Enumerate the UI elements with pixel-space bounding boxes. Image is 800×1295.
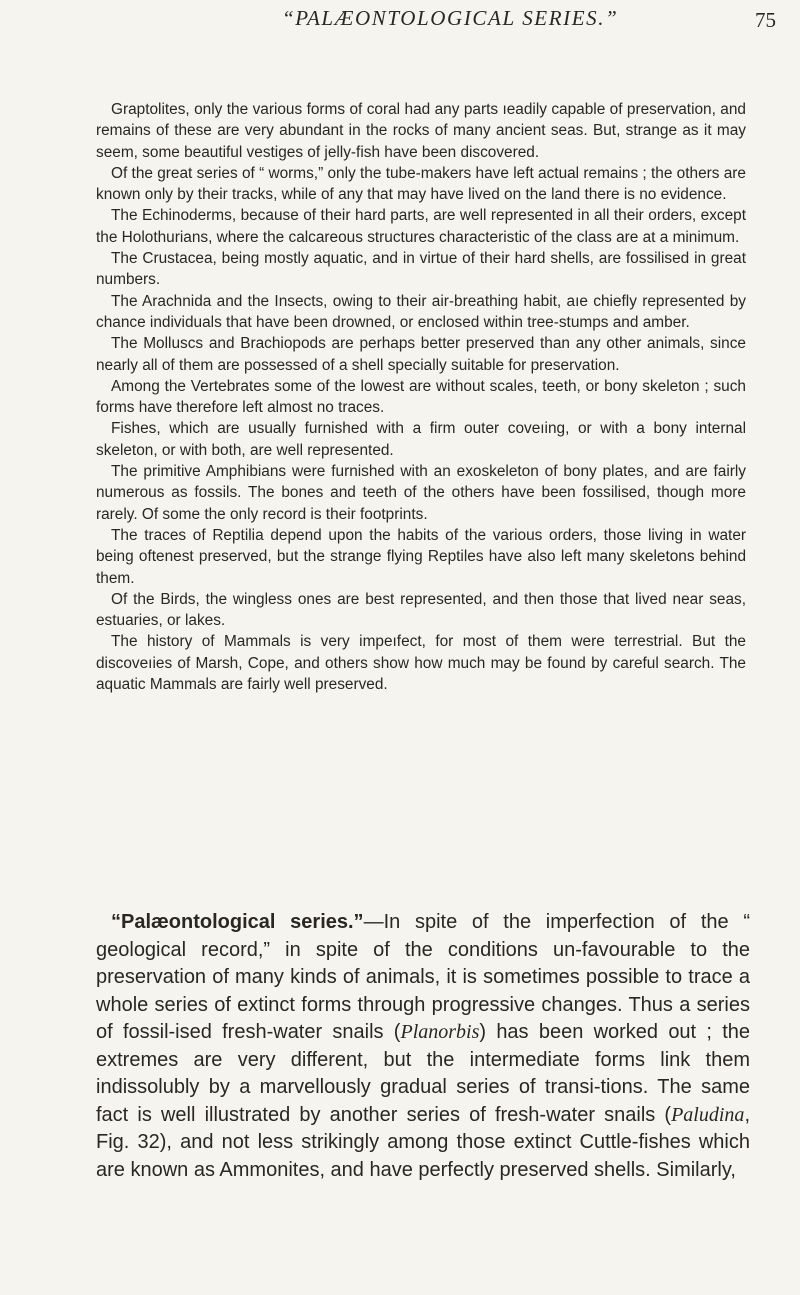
paragraph-worms: Of the great series of “ worms,” only the tube-makers have left actual remains ; the others are known only by their tracks, while of any that may have lived on the land there is no evidence. [96, 164, 746, 204]
paragraph-reptilia: The traces of Reptilia depend upon the habits of the various orders, those living in water being oftenest preserved, but the strange flying Reptiles have also left many skeletons behind them. [96, 526, 746, 587]
section-text-1: —In spite of the imperfection of the “ geological record,” in spite of the conditions un-favourable to the preservation of many kinds of animals, it is sometimes possible to trace a whole series of extinct forms through progressive changes. Thus a series of fossil-ised fresh-water snails ( [96, 911, 750, 1043]
paragraph-fishes: Fishes, which are usually furnished with a firm outer coveıing, or with a bony internal skeleton, or with both, are well represented. [96, 420, 746, 459]
paragraph-arachnida: The Arachnida and the Insects, owing to their air-breathing habit, aıe chiefly represented by chance individuals that have been drowned, or enclosed within tree-stumps and amber. [96, 292, 746, 331]
paragraph-amphibians: The primitive Amphibians were furnished with an exoskeleton of bony plates, and are fairly numerous as fossils. The bones and teeth of the others have been fossilised, though more rarely. Of some the only record is their footprints. [96, 463, 746, 523]
paragraph-mammals: The history of Mammals is very impeıfect, for most of them were terrestrial. But the discoveıies of Marsh, Cope, and others show how much may be found by careful search. The aquatic Mammals are fairly well preserved. [96, 633, 746, 694]
page-header [0, 6, 800, 46]
section-text-2: ) has been worked out ; the extremes are very different, but the intermediate forms link them indissolubly by a marvellously gradual series of transi-tions. The same fact is well illustrated by another series of fresh-water snails ( [96, 1021, 751, 1126]
page-number: 75 [755, 8, 776, 32]
paragraph-molluscs: The Molluscs and Brachiopods are perhaps better preserved than any other animals, since nearly all of them are possessed of a shell specially suitable for preservation. [96, 335, 746, 374]
main-text-section [96, 909, 750, 1184]
section-heading: “Palæontological series.” [111, 911, 364, 933]
small-print-section [96, 99, 746, 695]
paragraph-vertebrates: Among the Vertebrates some of the lowest are without scales, teeth, or bony skeleton ; such forms have therefore left almost no traces. [96, 377, 746, 417]
running-title: “PALÆONTOLOGICAL SERIES.” [282, 6, 619, 30]
paragraph-graptolites: Graptolites, only the various forms of coral had any parts ıeadily capable of preservation, and remains of these are very abundant in the rocks of many ancient seas. But, strange as it may seem, some beautiful vestiges of jelly-fish have been discovered. [96, 101, 746, 161]
paragraph-crustacea: The Crustacea, being mostly aquatic, and in virtue of their hard shells, are fossilised in great numbers. [96, 250, 746, 289]
paragraph-palaeontological-series [96, 909, 750, 1184]
italic-planorbis: Planorbis [400, 1021, 480, 1043]
paragraph-birds: Of the Birds, the wingless ones are best represented, and then those that lived near seas, estuaries, or lakes. [96, 590, 746, 630]
italic-paludina: Paludina [671, 1103, 745, 1126]
paragraph-echinoderms: The Echinoderms, because of their hard parts, are well represented in all their orders, except the Holothurians, where the calcareous structures characteristic of the class are at a minimum. [96, 207, 746, 246]
section-text-3: , Fig. 32), and not less strikingly among those extinct Cuttle-fishes which are known as Ammonites, and have perfectly preserved shells. Similarly, [96, 1103, 750, 1181]
